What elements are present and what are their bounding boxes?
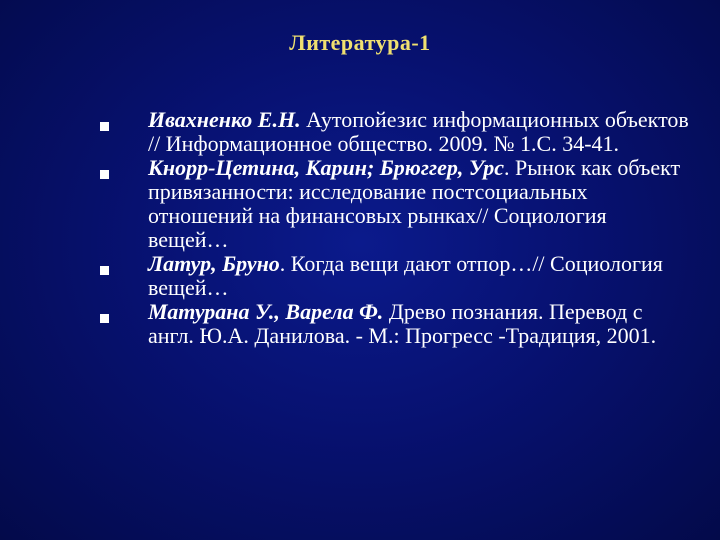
reference-details: . Когда вещи дают отпор…// Социология вещей… xyxy=(148,251,663,300)
reference-author: Ивахненко Е.Н. xyxy=(148,107,301,132)
reference-item xyxy=(100,252,690,300)
reference-details: Аутопойезис информационных объектов // Информационное общество. 2009. № 1.С. 34-41. xyxy=(148,107,689,156)
reference-author: Матурана У., Варела Ф. xyxy=(148,299,384,324)
reference-text xyxy=(148,252,690,300)
reference-item xyxy=(100,300,690,348)
bullet-square-icon xyxy=(100,170,109,179)
reference-author: Латур, Бруно xyxy=(148,251,280,276)
slide-title: Литература-1 xyxy=(289,30,431,55)
reference-text xyxy=(148,156,690,252)
reference-details: . Рынок как объект привязанности: исследование постсоциальных отношений на финансовых рынках// Социология вещей… xyxy=(148,155,681,252)
reference-text xyxy=(148,108,690,156)
reference-details: Древо познания. Перевод с англ. Ю.А. Данилова. - М.: Прогресс -Традиция, 2001. xyxy=(148,299,657,348)
bullet-square-icon xyxy=(100,314,109,323)
bullet-square-icon xyxy=(100,266,109,275)
reference-list xyxy=(100,108,690,348)
reference-author: Кнорр-Цетина, Карин; Брюггер, Урс xyxy=(148,155,505,180)
reference-item xyxy=(100,156,690,252)
reference-text xyxy=(148,300,690,348)
bullet-square-icon xyxy=(100,122,109,131)
reference-item xyxy=(100,108,690,156)
